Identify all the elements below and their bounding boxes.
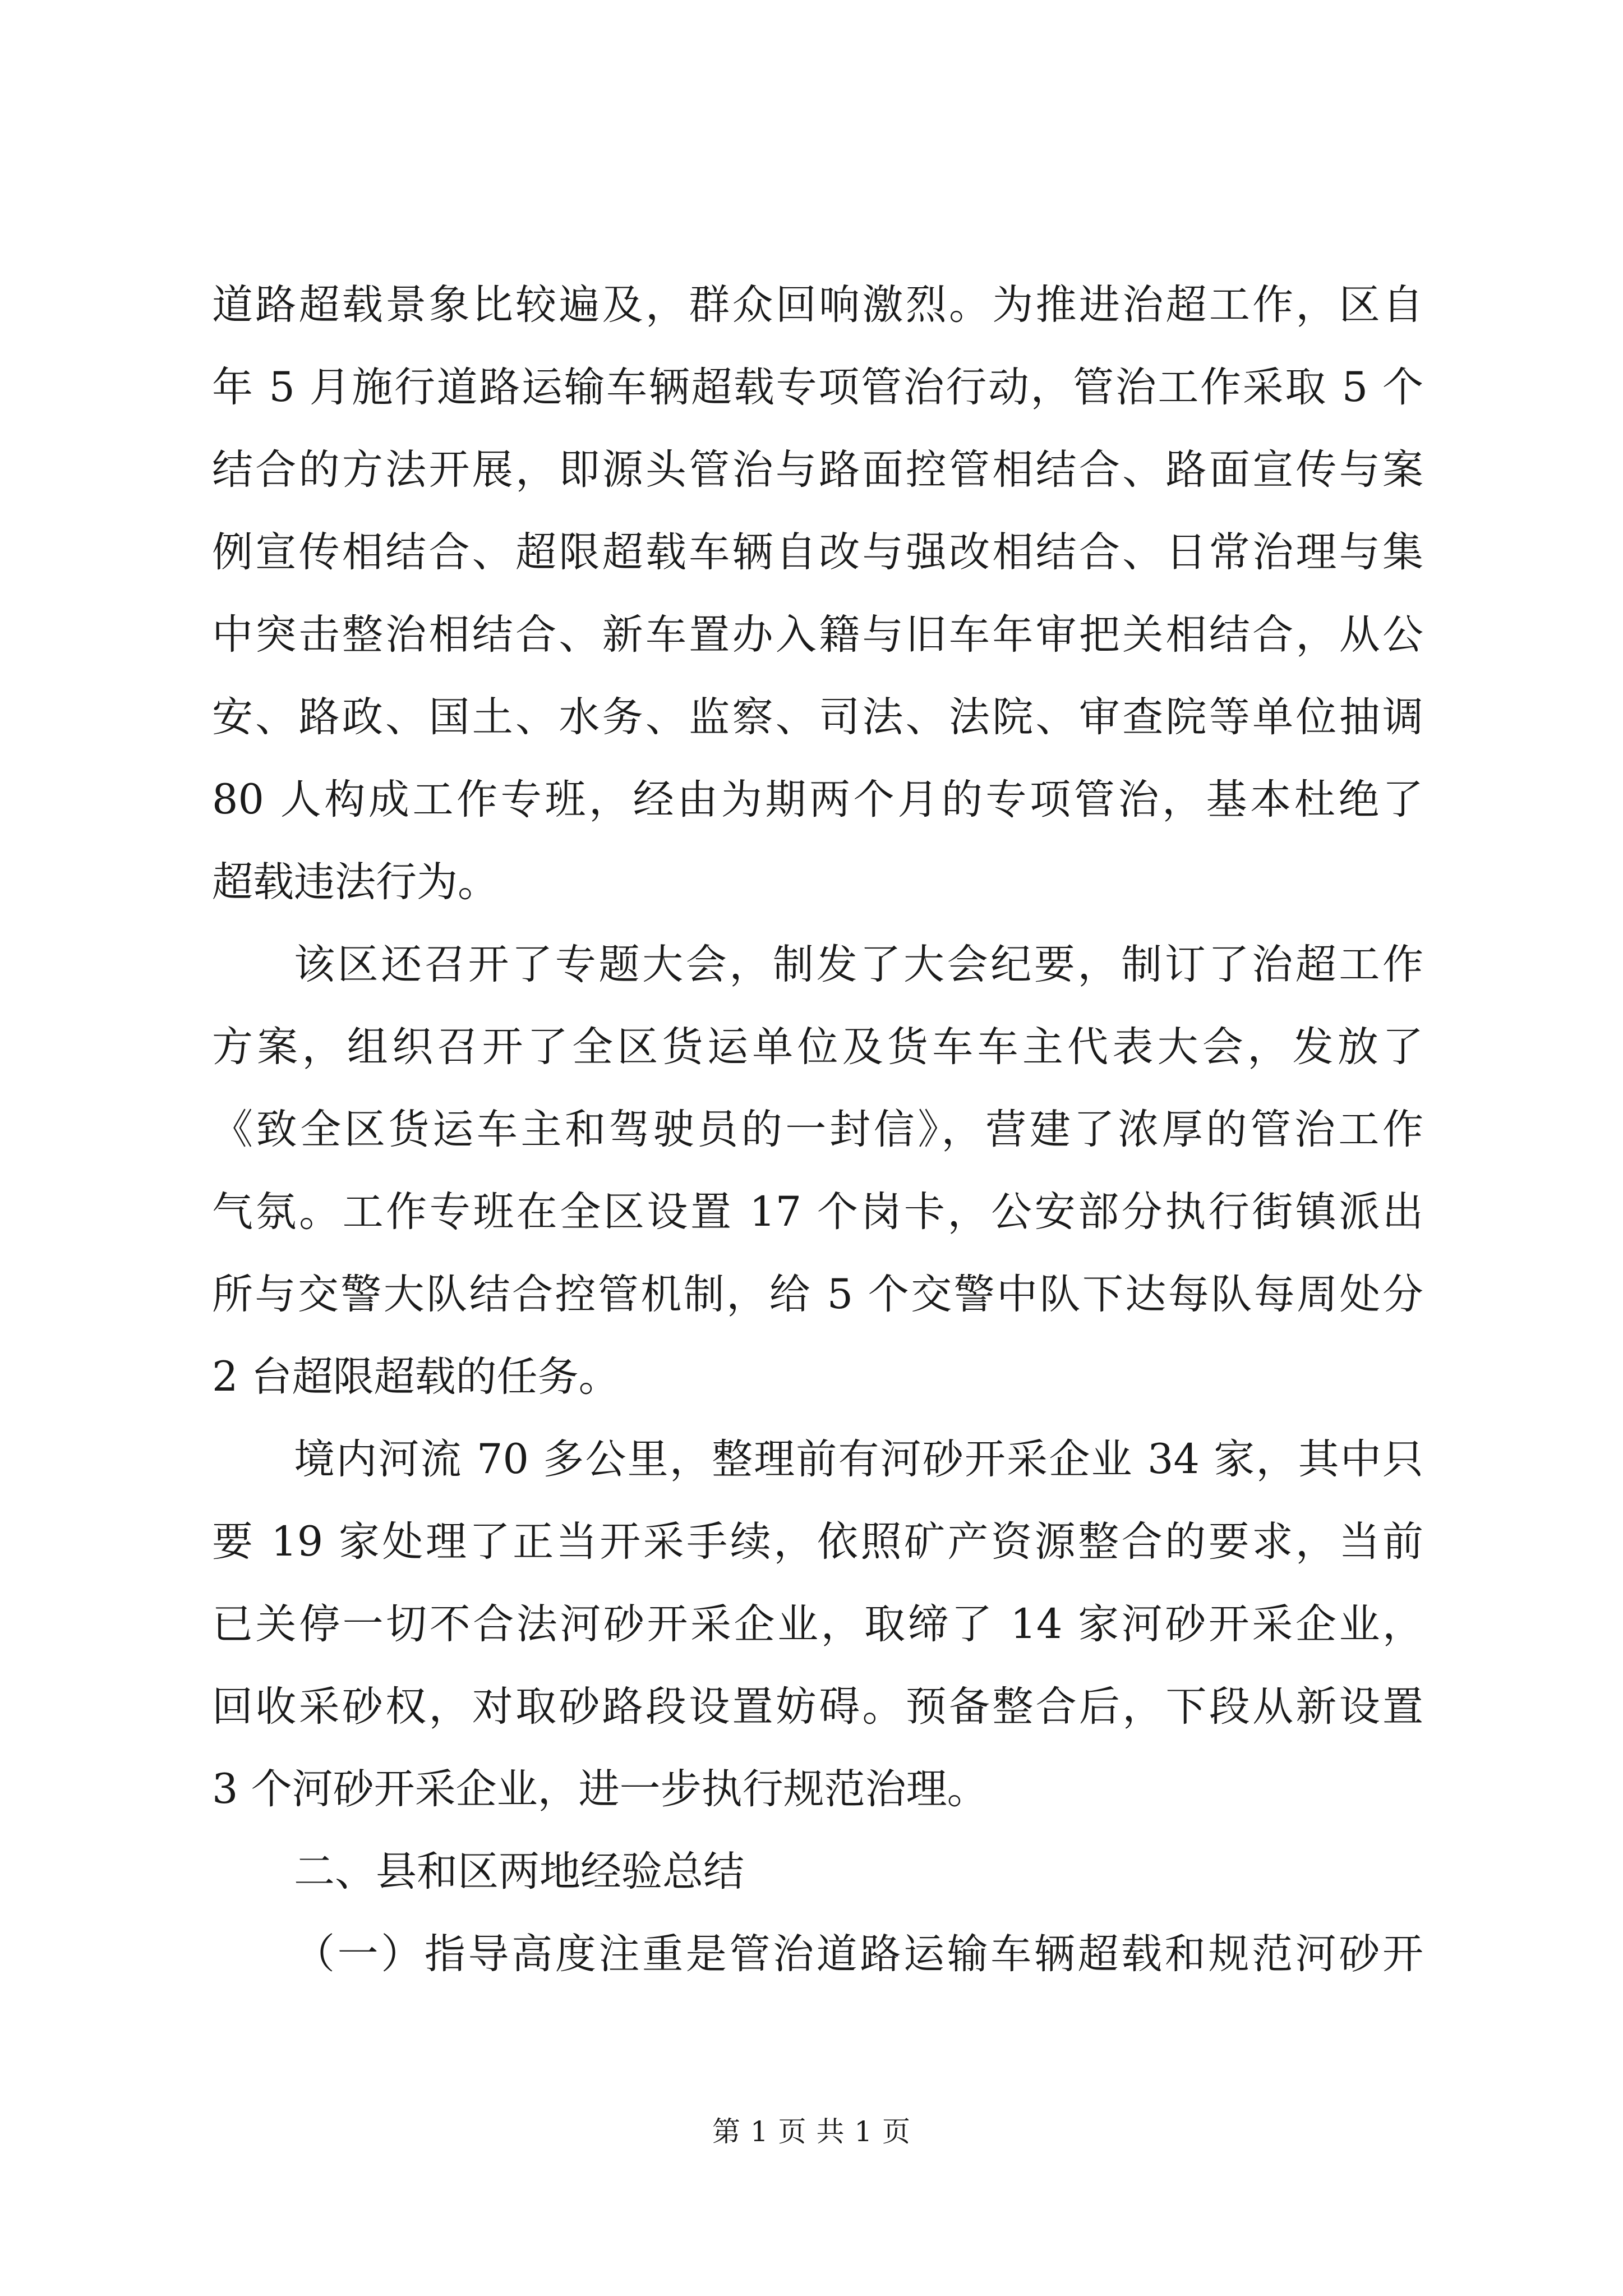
text-line: 安、路政、国土、水务、监察、司法、法院、审查院等单位抽调 — [212, 693, 1423, 741]
text-line: 方案，组织召开了全区货运单位及货车车主代表大会，发放了 — [212, 1023, 1423, 1071]
text-line: 结合的方法开展，即源头管治与路面控管相结合、路面宣传与案 — [212, 446, 1423, 494]
subsection-paragraph — [212, 1913, 1423, 1995]
text-line: 超载违法行为。 — [212, 858, 499, 906]
page-footer — [0, 2109, 1623, 2150]
text-line: 例宣传相结合、超限超载车辆自改与强改相结合、日常治理与集 — [212, 528, 1423, 576]
text-line: 道路超载景象比较遍及，群众回响激烈。为推进治超工作，区自 — [212, 281, 1423, 329]
text-line: 回收采砂权，对取砂路段设置妨碍。预备整合后，下段从新设置 — [212, 1683, 1423, 1731]
text-line: 中突击整治相结合、新车置办入籍与旧车年审把关相结合，从公 — [212, 611, 1423, 659]
text-line: （一）指导高度注重是管治道路运输车辆超载和规范河砂开 — [294, 1930, 1423, 1978]
paragraph — [212, 264, 1423, 923]
section-heading-text: 二、县和区两地经验总结 — [294, 1848, 744, 1895]
paragraph — [212, 923, 1423, 1418]
paragraph — [212, 1418, 1423, 1830]
section-heading — [212, 1830, 1423, 1913]
text-line: 3 个河砂开采企业，进一步执行规范治理。 — [212, 1765, 988, 1813]
document-body — [212, 264, 1423, 1995]
text-line: 该区还召开了专题大会，制发了大会纪要，制订了治超工作 — [294, 941, 1423, 988]
text-line: 年 5 月施行道路运输车辆超载专项管治行动，管治工作采取 5 个 — [212, 364, 1423, 411]
text-line: 气氛。工作专班在全区设置 17 个岗卡，公安部分执行街镇派出 — [212, 1188, 1423, 1236]
text-line: 《致全区货运车主和驾驶员的一封信》，营建了浓厚的管治工作 — [212, 1106, 1423, 1153]
text-line: 要 19 家处理了正当开采手续，依照矿产资源整合的要求，当前 — [212, 1518, 1423, 1566]
text-line: 2 台超限超载的任务。 — [212, 1353, 620, 1401]
text-line: 80 人构成工作专班，经由为期两个月的专项管治，基本杜绝了 — [212, 776, 1423, 823]
text-line: 已关停一切不合法河砂开采企业，取缔了 14 家河砂开采企业， — [212, 1600, 1423, 1648]
text-line: 境内河流 70 多公里，整理前有河砂开采企业 34 家，其中只 — [294, 1435, 1423, 1483]
text-line: 所与交警大队结合控管机制，给 5 个交警中队下达每队每周处分 — [212, 1271, 1423, 1318]
page-number-label: 第 1 页 共 1 页 — [712, 2115, 911, 2148]
